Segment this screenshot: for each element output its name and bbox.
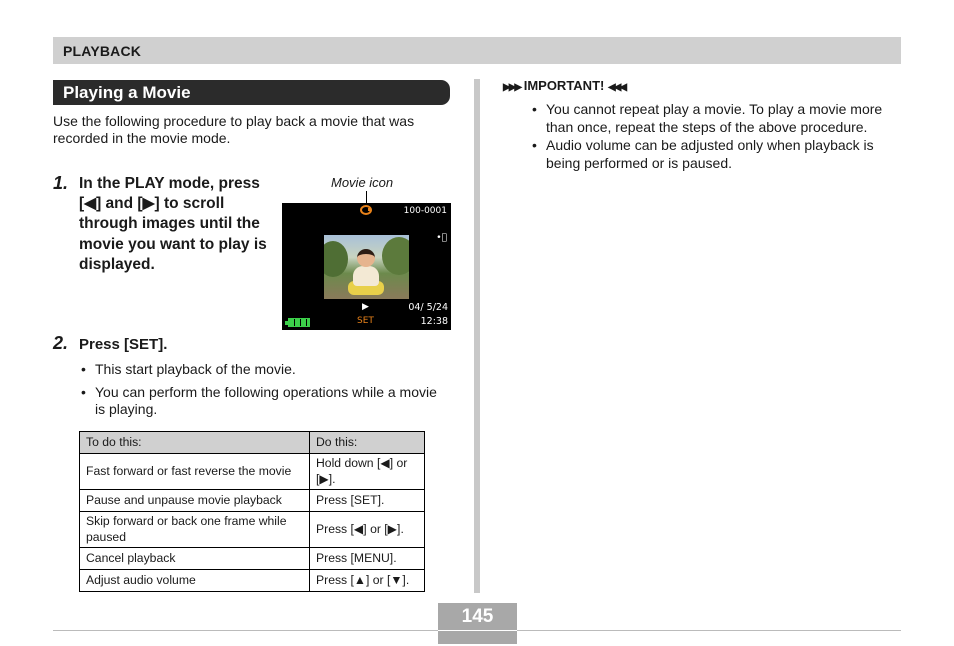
page-number: 145 <box>461 606 494 627</box>
child-body <box>353 266 379 286</box>
tree <box>382 237 409 275</box>
step-2-text: Press [SET]. <box>79 336 168 353</box>
page-number-box <box>438 603 517 644</box>
column-divider <box>474 79 480 593</box>
header-title: PLAYBACK <box>63 43 142 59</box>
tree <box>324 241 348 277</box>
table-cell: Press [◀] or [▶]. <box>310 512 425 548</box>
column-header: Do this: <box>310 432 425 454</box>
page-header <box>53 37 901 64</box>
step-2-number: 2. <box>53 333 69 353</box>
date-readout: 04/ 5/24 <box>408 302 448 313</box>
table-cell: Adjust audio volume <box>80 570 310 592</box>
table-header-row <box>80 432 425 454</box>
list-item: • You cannot repeat play a movie. To play a movie more than once, repeat the steps of the above procedure. <box>531 101 906 136</box>
movie-icon <box>360 205 372 215</box>
table-cell: Fast forward or fast reverse the movie <box>80 454 310 490</box>
step-2-bullets <box>80 361 440 424</box>
table-row <box>80 512 425 548</box>
time-readout: 12:38 <box>420 316 448 327</box>
important-bullets <box>531 101 906 173</box>
list-item: • Audio volume can be adjusted only when playback is being performed or is paused. <box>531 137 906 172</box>
important-heading <box>503 78 625 93</box>
section-title <box>53 80 450 105</box>
table-cell: Press [SET]. <box>310 490 425 512</box>
step-1-text: In the PLAY mode, press [◀] and [▶] to scroll through images until the movie you want to play is displayed. <box>79 175 267 273</box>
play-icon: ▶ <box>362 302 369 312</box>
table-cell: Pause and unpause movie playback <box>80 490 310 512</box>
table-cell: Cancel playback <box>80 548 310 570</box>
important-label: IMPORTANT! <box>523 78 605 93</box>
list-item: • You can perform the following operations while a movie is playing. <box>80 384 440 419</box>
table-cell: Press [MENU]. <box>310 548 425 570</box>
table-cell: Skip forward or back one frame while paused <box>80 512 310 548</box>
important-right-marks-icon: ◀◀◀ <box>607 82 626 93</box>
important-left-marks-icon: ▶▶▶ <box>503 82 521 93</box>
movie-thumbnail <box>324 235 409 299</box>
operations-table <box>79 431 425 592</box>
intro-paragraph: Use the following procedure to play back a movie that was recorded in the movie mode. <box>53 113 415 146</box>
battery-full-icon <box>288 318 310 327</box>
camera-lcd-screen <box>282 203 451 330</box>
file-number: 100-0001 <box>403 206 447 216</box>
table-row <box>80 548 425 570</box>
protect-icon: •⃞ <box>436 233 447 243</box>
section-title-text: Playing a Movie <box>63 83 191 102</box>
table-row <box>80 490 425 512</box>
table-row <box>80 570 425 592</box>
table-cell: Hold down [◀] or [▶]. <box>310 454 425 490</box>
list-item: • This start playback of the movie. <box>80 361 440 379</box>
set-label: SET <box>357 316 374 326</box>
column-header: To do this: <box>80 432 310 454</box>
table-row <box>80 454 425 490</box>
figure-caption: Movie icon <box>331 175 394 190</box>
step-1-number: 1. <box>53 173 69 193</box>
child-head <box>357 249 375 267</box>
table-cell: Press [▲] or [▼]. <box>310 570 425 592</box>
